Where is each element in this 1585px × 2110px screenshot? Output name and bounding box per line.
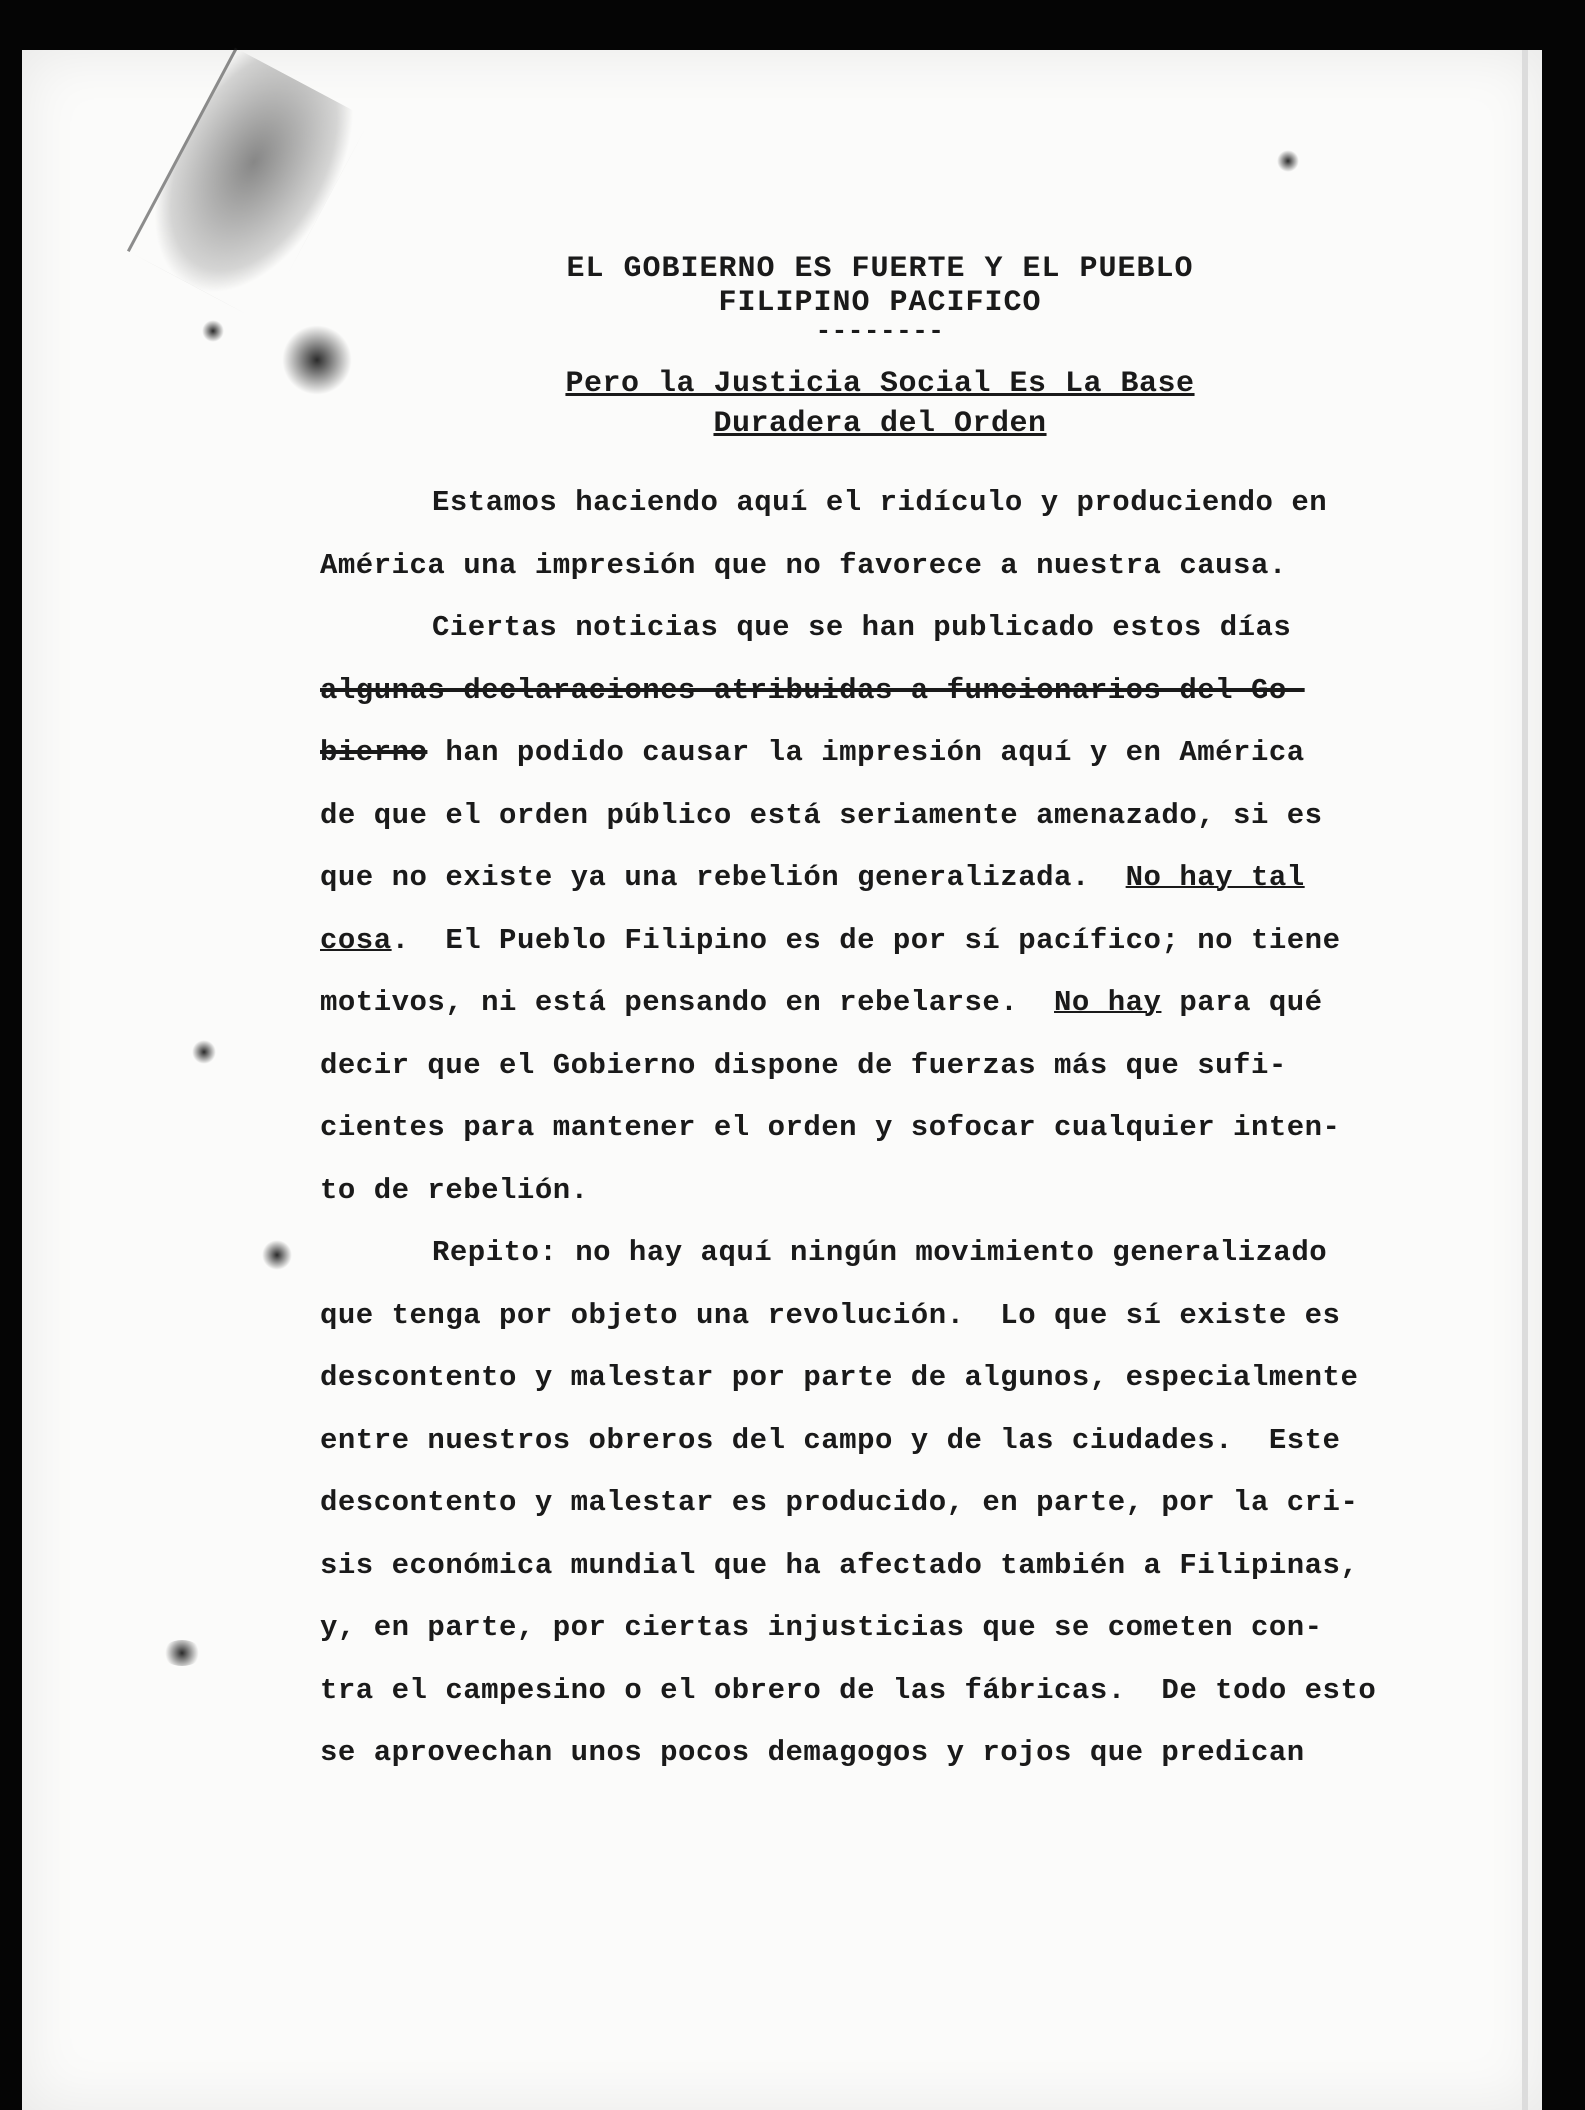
- line-text: han podido causar la impresión aquí y en América: [427, 736, 1305, 769]
- document-text: [320, 252, 1480, 1785]
- paragraph-3-line-2: que tenga por objeto una revolución. Lo que sí existe es: [320, 1298, 1341, 1332]
- paragraph-2-line-2-struck: algunas declaraciones atribuidas a funcionarios del Go-: [320, 673, 1305, 707]
- ink-spot: [162, 1640, 202, 1666]
- paragraph-3-line-6: sis económica mundial que ha afectado también a Filipinas,: [320, 1548, 1359, 1582]
- ink-spot: [192, 1040, 216, 1064]
- paragraph-2-line-6: [320, 910, 1480, 973]
- title-line-1: EL GOBIERNO ES FUERTE Y EL PUEBLO: [566, 252, 1194, 286]
- paragraph-1-line-1: Estamos haciendo aquí el ridículo y produciendo en: [432, 486, 1328, 519]
- paragraph-3-line-1: Repito: no hay aquí ningún movimiento generalizado: [432, 1236, 1328, 1269]
- struck-word: bierno: [320, 736, 428, 769]
- paragraph-2-line-4: de que el orden público está seriamente amenazado, si es: [320, 798, 1323, 832]
- underlined-text: No hay: [1054, 986, 1162, 1019]
- paragraph-3-line-9: se aprovechan unos pocos demagogos y rojos que predican: [320, 1736, 1305, 1769]
- paragraph-3-line-3: descontento y malestar por parte de algunos, especialmente: [320, 1361, 1359, 1394]
- ink-spot: [262, 1240, 292, 1270]
- line-text: motivos, ni está pensando en rebelarse.: [320, 986, 1055, 1019]
- body-text: [320, 472, 1480, 1785]
- paragraph-2-line-9: cientes para mantener el orden y sofocar cualquier inten-: [320, 1111, 1341, 1144]
- ink-spot: [1277, 150, 1299, 172]
- line-text: . El Pueblo Filipino es de por sí pacífico; no tiene: [391, 923, 1341, 957]
- line-text: que no existe ya una rebelión generalizada.: [320, 861, 1126, 894]
- underlined-text: No hay tal: [1125, 861, 1305, 894]
- paragraph-3-line-4: entre nuestros obreros del campo y de las ciudades. Este: [320, 1423, 1341, 1457]
- subtitle-line-2: Duradera del Orden: [713, 407, 1047, 441]
- paragraph-2-line-1: Ciertas noticias que se han publicado estos días: [432, 611, 1292, 644]
- paragraph-1-line-2: América una impresión que no favorece a nuestra causa.: [320, 548, 1287, 582]
- paragraph-2-line-8: decir que el Gobierno dispone de fuerzas más que sufi-: [320, 1048, 1287, 1082]
- paragraph-2-line-3: [320, 722, 1480, 785]
- paragraph-2-line-10: to de rebelión.: [320, 1173, 589, 1207]
- subtitle-line-1: Pero la Justicia Social Es La Base: [565, 367, 1195, 401]
- line-text: para qué: [1161, 986, 1323, 1019]
- underlined-text: cosa: [320, 923, 392, 957]
- title-line-2: FILIPINO PACIFICO: [718, 286, 1042, 320]
- paragraph-2-line-7: [320, 972, 1480, 1035]
- paragraph-3-line-8: tra el campesino o el obrero de las fábricas. De todo esto: [320, 1673, 1377, 1707]
- paragraph-3-line-7: y, en parte, por ciertas injusticias que se cometen con-: [320, 1611, 1323, 1644]
- paragraph-2-line-5: [320, 847, 1480, 910]
- paragraph-3-line-5: descontento y malestar es producido, en parte, por la cri-: [320, 1486, 1359, 1519]
- title-dashes: --------: [815, 316, 945, 346]
- ink-spot: [202, 320, 224, 342]
